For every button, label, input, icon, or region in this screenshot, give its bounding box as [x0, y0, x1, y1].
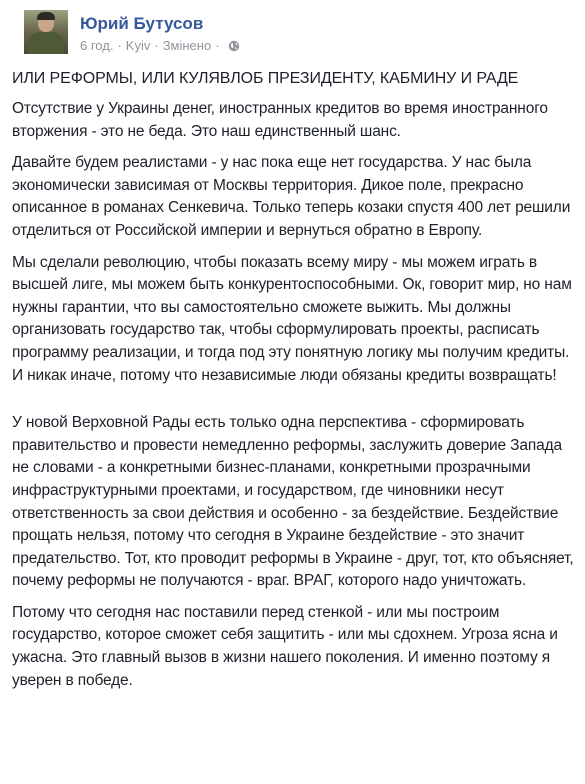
- post-paragraph: Давайте будем реалистами - у нас пока еще нет государства. У нас была экономически зависимая от Москвы территория. Дикое поле, прекрасно описанное в романах Сенкевича. Только теперь козаки спустя 400 лет решили отделиться от Российской империи и вернуться обратно в Европу.: [12, 154, 571, 239]
- post-location-link[interactable]: Kyiv: [125, 38, 151, 53]
- post-paragraph: Мы сделали революцию, чтобы показать всему миру - мы можем играть в высшей лиге, мы можем быть конкурентоспособными. Ок, говорит мир, но нам нужны гарантии, что вы самостоятельно сможете выжить. Мы должны организовать государство так, чтобы сформулировать проекты, расписать программу реализации, и тогда под эту понятную логику мы получим кредиты. И никак иначе, потому что независимые люди обязаны кредиты возвращать!: [12, 253, 572, 384]
- post-paragraph: У новой Верховной Рады есть только одна перспектива - сформировать правительство и провести немедленно реформы, заслужить доверие Запада не словами - а конкретными бизнес-планами, конкретными прозрачными инфраструктурными проектами, и государством, где чиновники несут ответственность за свои действия и особенно - за бездействие. Бездействие прощать нельзя, потому что сегодня в Украине бездействие - это значит предательство. Тот, кто проводит реформы в Украине - друг, тот, кто объясняет, почему реформы не получаются - враг. ВРАГ, которого надо уничтожать.: [12, 414, 574, 590]
- edited-label[interactable]: Змінено: [162, 38, 212, 53]
- post-paragraph: Отсутствие у Украины денег, иностранных кредитов во время иностранного вторжения - это не беда. Это наш единственный шанс.: [12, 100, 548, 140]
- avatar-body: [28, 32, 64, 54]
- author-name-link[interactable]: Юрий Бутусов: [80, 14, 204, 33]
- meta-separator: ·: [117, 38, 122, 53]
- post-paragraph: Потому что сегодня нас поставили перед стенкой - или мы построим государство, которое сможет себя защитить - или мы сдохнем. Угроза ясна и ужасна. Это главный вызов в жизни нашего поколения. И именно поэтому я уверен в победе.: [12, 603, 558, 689]
- post-header: [12, 0, 585, 62]
- meta-separator: ·: [154, 38, 159, 53]
- meta-separator: ·: [215, 38, 220, 53]
- globe-icon[interactable]: [228, 40, 240, 52]
- post-time-link[interactable]: 6 год.: [80, 38, 114, 53]
- post-content: [12, 68, 578, 701]
- author-avatar[interactable]: [24, 10, 68, 54]
- post-meta: [80, 38, 240, 53]
- post-title: ИЛИ РЕФОРМЫ, ИЛИ КУЛЯВЛОБ ПРЕЗИДЕНТУ, КАБМИНУ И РАДЕ: [12, 70, 519, 87]
- avatar-hair: [37, 12, 55, 20]
